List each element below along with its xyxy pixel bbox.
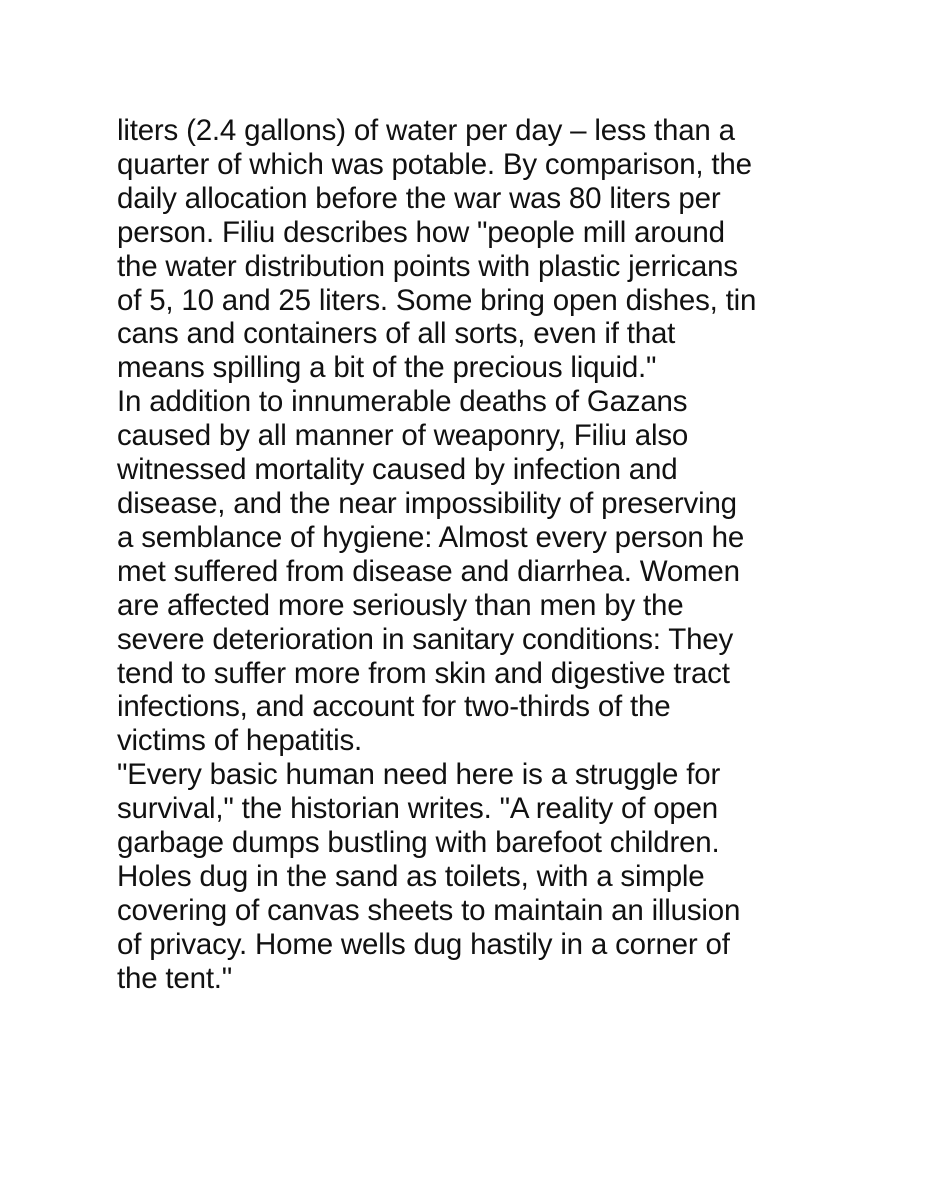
paragraph-historian-quote — [117, 758, 817, 995]
text-line: of privacy. Home wells dug hastily in a corner of — [117, 927, 730, 961]
text-line: covering of canvas sheets to maintain an illusion — [117, 893, 741, 927]
text-line: are affected more seriously than men by the — [117, 588, 684, 622]
text-line: In addition to innumerable deaths of Gazans — [117, 385, 688, 419]
text-line: "Every basic human need here is a struggle for — [117, 758, 721, 792]
text-line: person. Filiu describes how "people mill around — [117, 215, 725, 249]
text-line: the tent." — [117, 961, 233, 995]
text-line: cans and containers of all sorts, even if that — [117, 317, 676, 351]
text-line: disease, and the near impossibility of preserving — [117, 486, 737, 520]
text-line: a semblance of hygiene: Almost every person he — [117, 520, 745, 554]
text-line: Holes dug in the sand as toilets, with a simple — [117, 859, 705, 893]
text-line: survival," the historian writes. "A reality of open — [117, 792, 719, 826]
text-line: caused by all manner of weaponry, Filiu also — [117, 419, 689, 453]
text-line: of 5, 10 and 25 liters. Some bring open dishes, tin — [117, 283, 757, 317]
document-body — [117, 114, 817, 996]
text-line: witnessed mortality caused by infection and — [117, 453, 678, 487]
text-line: infections, and account for two-thirds of the — [117, 690, 671, 724]
text-line: tend to suffer more from skin and digestive tract — [117, 656, 730, 690]
text-line: liters (2.4 gallons) of water per day – less than a — [117, 114, 735, 147]
paragraph-water-allocation — [117, 114, 817, 385]
text-line: garbage dumps bustling with barefoot children. — [117, 826, 720, 860]
text-line: severe deterioration in sanitary conditions: They — [117, 622, 734, 656]
text-line: met suffered from disease and diarrhea. Women — [117, 554, 740, 588]
text-line: quarter of which was potable. By comparison, the — [117, 147, 752, 181]
text-line: means spilling a bit of the precious liquid." — [117, 351, 657, 385]
text-line: daily allocation before the war was 80 liters per — [117, 181, 721, 215]
paragraph-disease-hygiene — [117, 385, 817, 758]
text-line: the water distribution points with plastic jerricans — [117, 249, 738, 283]
text-line: victims of hepatitis. — [117, 724, 362, 758]
